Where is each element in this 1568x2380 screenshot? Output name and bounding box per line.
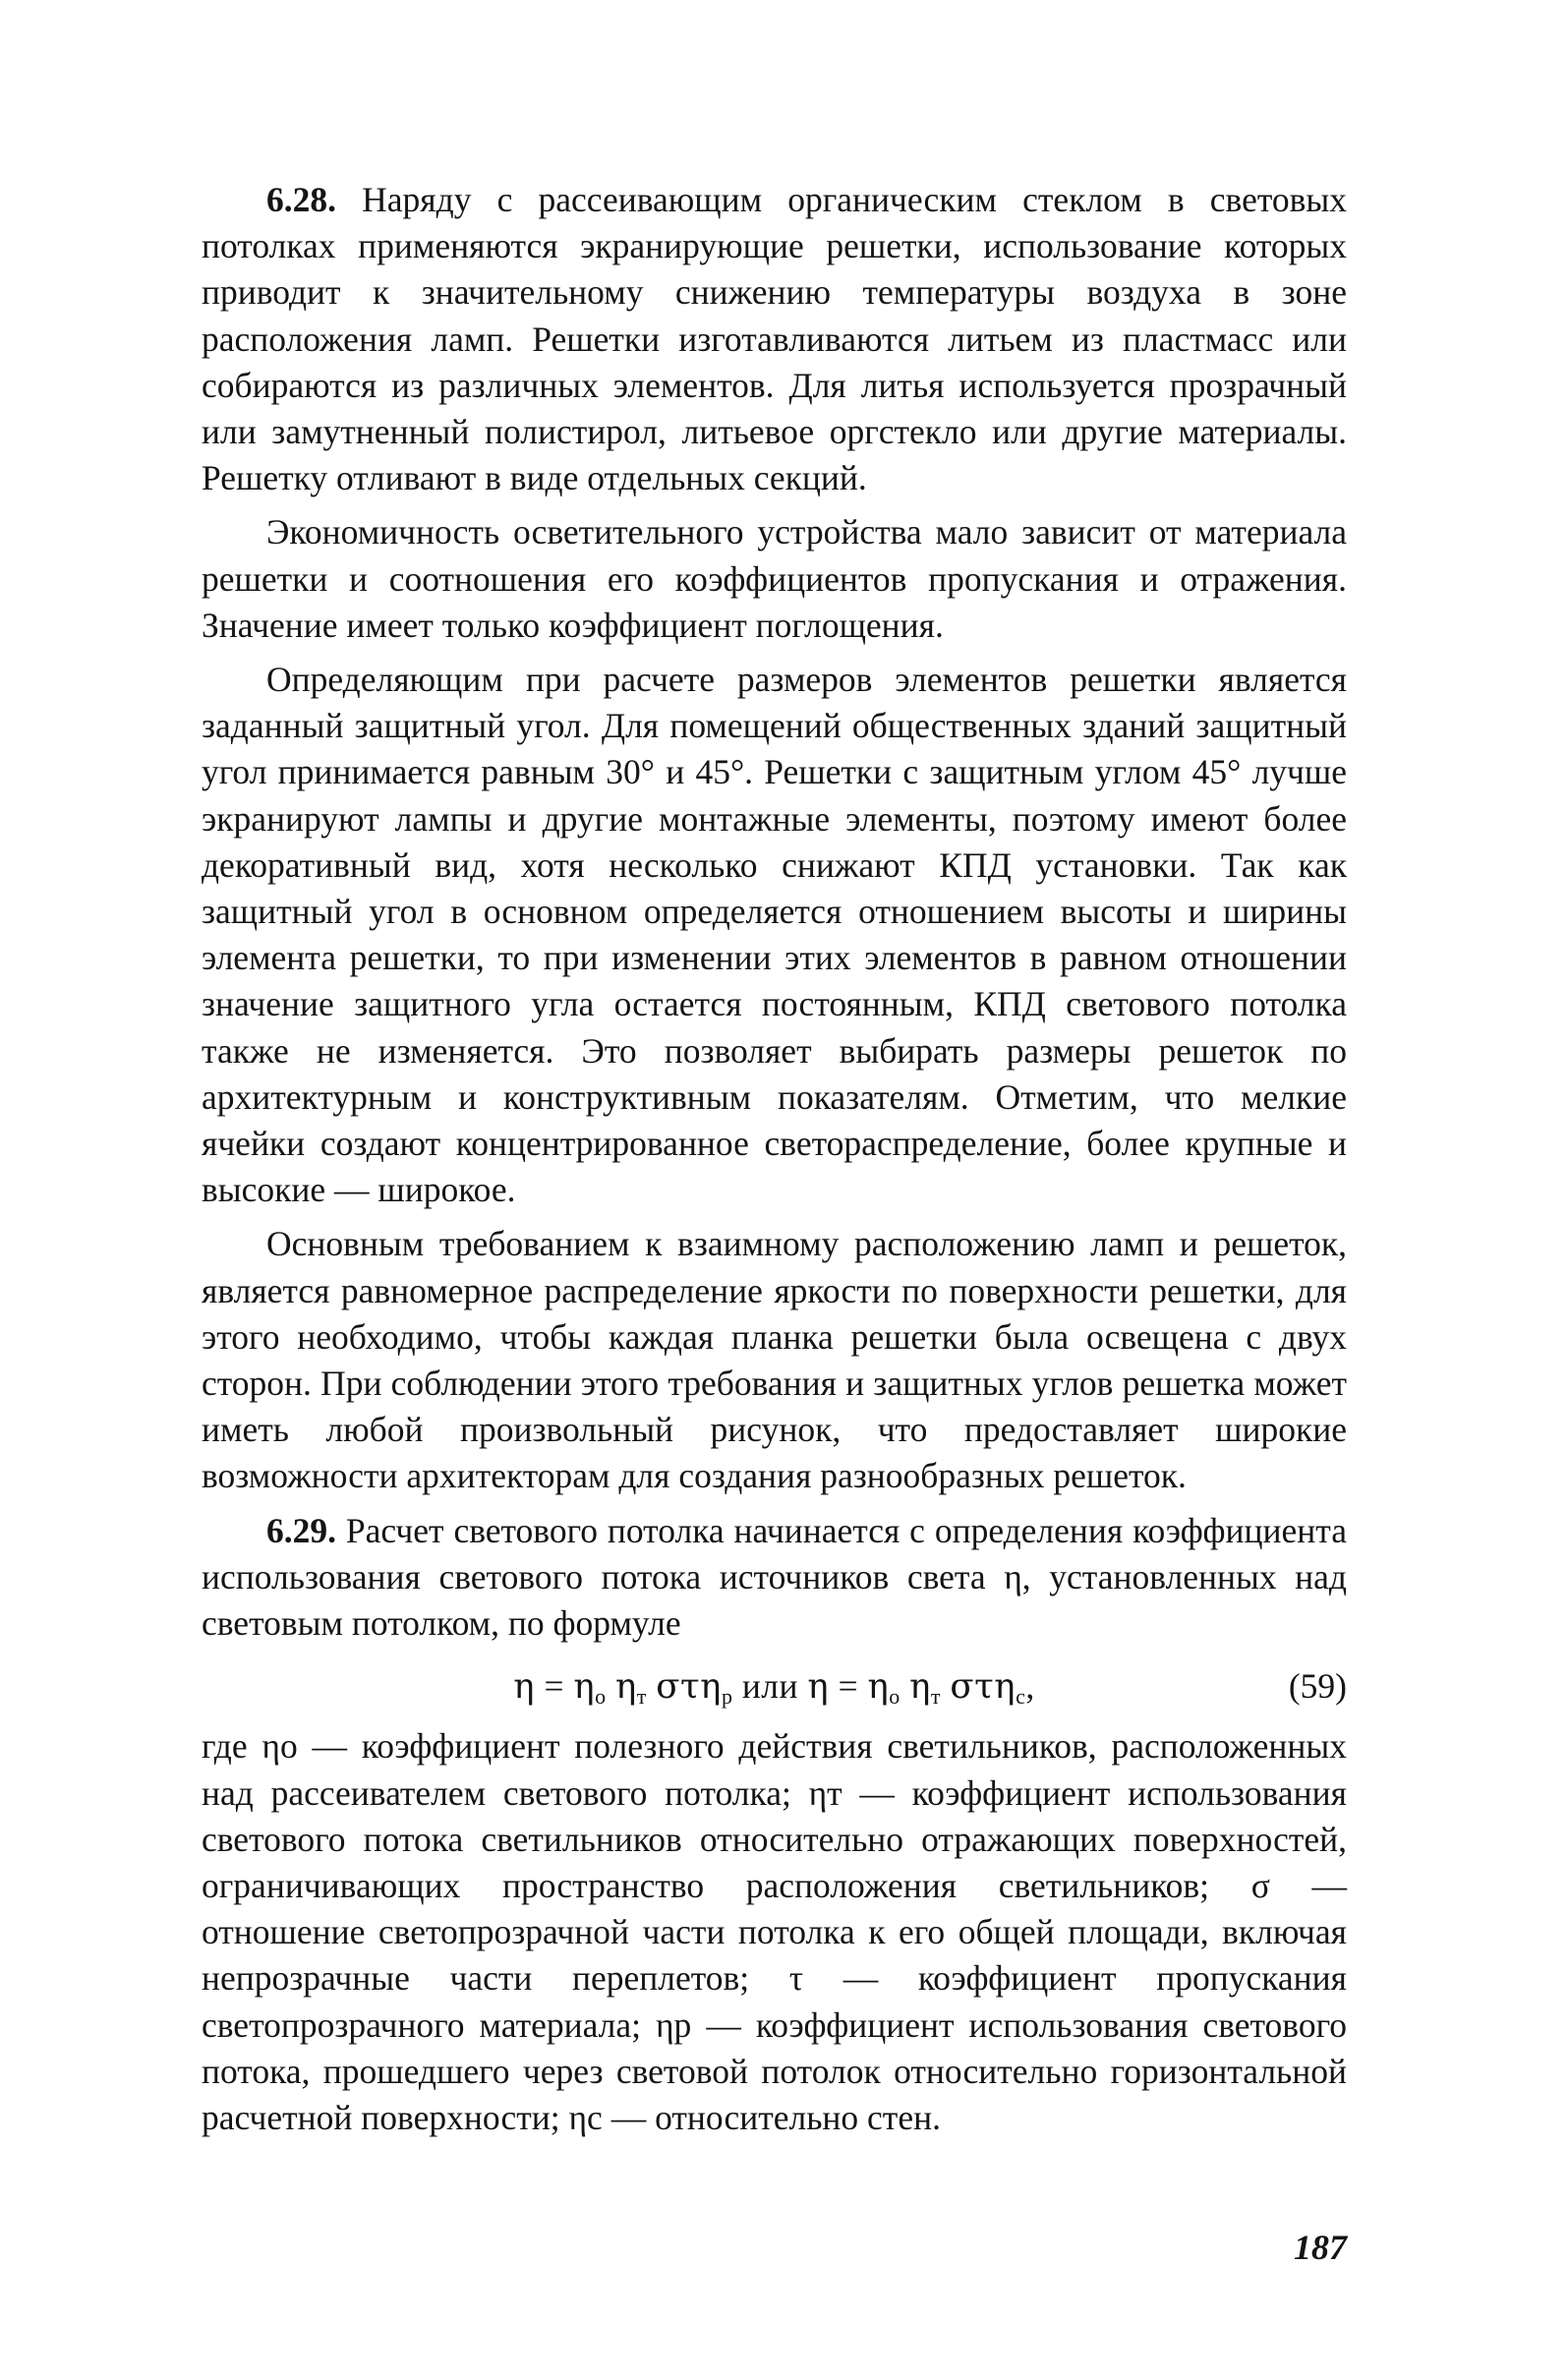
paragraph-text: Расчет светового потолка начинается с определения коэффициента использования светового потока источников света η, установленных над световым потолком, по формуле (202, 1510, 1348, 1644)
paragraph-economy (202, 509, 1347, 649)
paragraph-6-28 (202, 177, 1347, 501)
paragraph-text: где ηо — коэффициент полезного действия светильников, расположенных над рассеивателем светового потолка; ηт — коэффициент использования светового потока светильников относительно отражающих поверхностей, ограничивающих пространство расположения светильников; σ — отношение светопрозрачной части потолка к его общей площади, включая непрозрачные части переплетов; τ — коэффициент пропускания светопрозрачного материала; ηр — коэффициент использования светового потока, прошедшего через световой потолок относительно горизонтальной расчетной поверхности; ηс — относительно стен. (202, 1726, 1347, 2137)
page-number: 187 (1294, 2228, 1347, 2267)
section-number: 6.29. (266, 1510, 336, 1550)
paragraph-text: Экономичность осветительного устройства мало зависит от материала решетки и соотношения его коэффициентов пропускания и отражения. Значение имеет только коэффициент поглощения. (202, 512, 1347, 645)
paragraph-text: Определяющим при расчете размеров элементов решетки является заданный защитный угол. Для помещений общественных зданий защитный угол принимается равным 30° и 45°. Решетки с защитным углом 45° лучше экранируют лампы и другие монтажные элементы, поэтому имеют более декоративный вид, хотя несколько снижают КПД установки. Так как защитный угол в основном определяется отношением высоты и ширины элемента решетки, то при изменении этих элементов в равном отношении значение защитного угла остается постоянным, КПД светового потолка также не изменяется. Это позволяет выбирать размеры решеток по архитектурным и конструктивным показателям. Отметим, что мелкие ячейки создают концентрированное светораспределение, более крупные и высокие — широкое. (202, 660, 1347, 1210)
paragraph-text: Основным требованием к взаимному расположению ламп и решеток, является равномерное распределение яркости по поверхности решетки, для этого необходимо, чтобы каждая планка решетки была освещена с двух сторон. При соблюдении этого требования и защитных углов решетка может иметь любой произвольный рисунок, что предоставляет широкие возможности архитекторам для создания разнообразных решеток. (202, 1224, 1347, 1496)
page-body (202, 177, 1347, 2149)
paragraph-lamp-arrangement (202, 1221, 1347, 1499)
section-number: 6.28. (266, 180, 336, 219)
equation-number: (59) (1288, 1666, 1347, 1707)
paragraph-6-29 (202, 1508, 1347, 1648)
paragraph-text: Наряду с рассеивающим органическим стеклом в световых потолках применяются экранирующие решетки, использование которых приводит к значительному снижению температуры воздуха в зоне расположения ламп. Решетки изготавливаются литьем из пластмасс или собираются из различных элементов. Для литья используется прозрачный или замутненный полистирол, литьевое оргстекло или другие материалы. Решетку отливают в виде отдельных секций. (202, 180, 1347, 498)
formula-59 (202, 1654, 1347, 1717)
paragraph-formula-explanation (202, 1723, 1347, 2141)
formula-expression: $\eta = \eta_о$ $\eta_т$ στη$_р$ или $\eta = \eta_о$ $\eta_т$ στη$_с$, (513, 1666, 1035, 1710)
paragraph-protective-angle (202, 657, 1347, 1213)
